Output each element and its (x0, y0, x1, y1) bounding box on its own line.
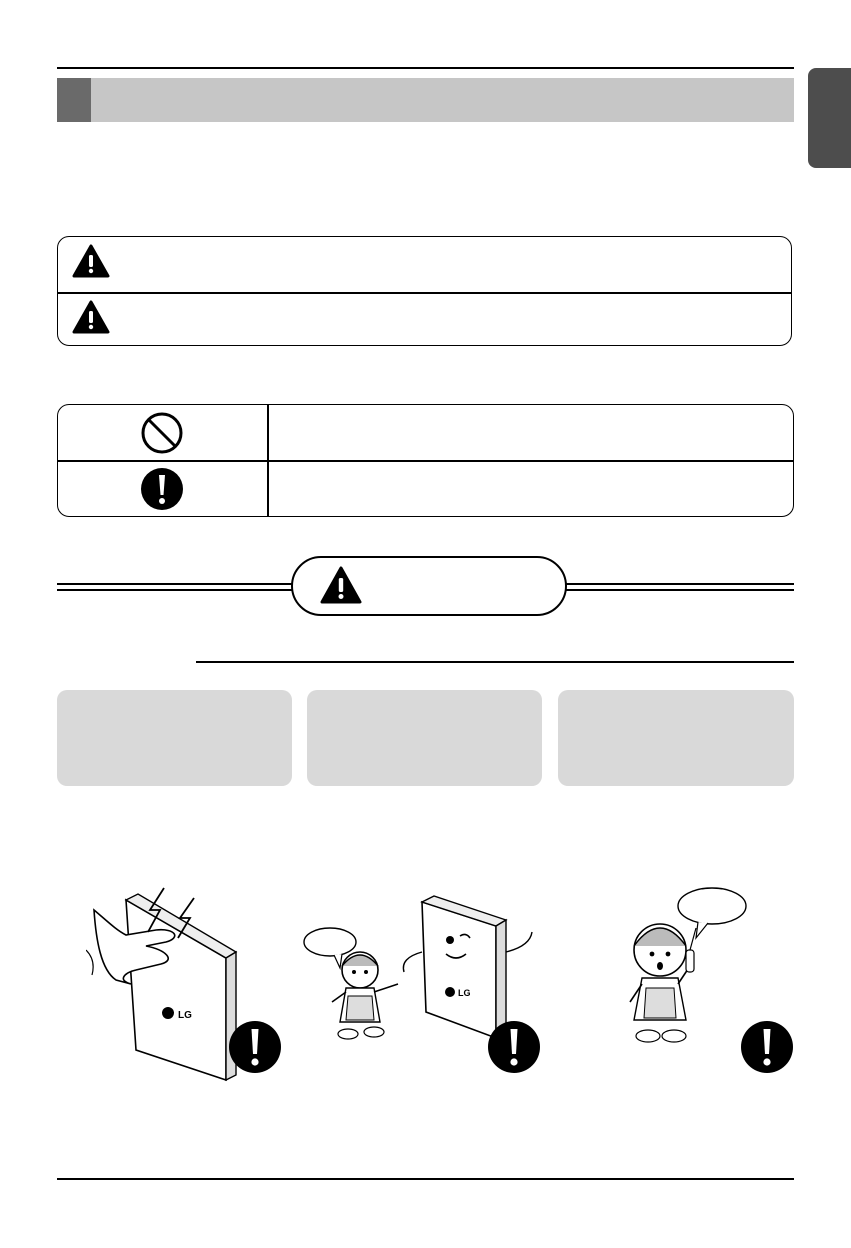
top-rule (57, 67, 794, 69)
warning-triangle-icon (72, 244, 110, 278)
prohibited-circle-icon (139, 410, 185, 456)
section-header-bar (57, 78, 794, 122)
signal-word-table (57, 236, 792, 346)
mandatory-exclamation-icon (487, 1020, 541, 1074)
caution-triangle-icon (72, 300, 110, 334)
banner-line-right-top (565, 583, 794, 585)
info-box-2 (307, 690, 542, 786)
hand-on-device-illustration (86, 880, 246, 1090)
section-header-marker (57, 78, 91, 122)
mandatory-exclamation-icon (139, 466, 185, 512)
symbol-legend-column-divider (267, 404, 269, 517)
section-subtitle-rule (196, 661, 794, 663)
bottom-rule (57, 1178, 794, 1180)
girl-with-tool-illustration (620, 880, 750, 1050)
banner-line-right-bottom (565, 589, 794, 591)
signal-word-divider (57, 292, 792, 294)
symbol-legend-row-divider (57, 460, 794, 462)
warning-triangle-icon (319, 565, 363, 605)
info-box-1 (57, 690, 292, 786)
svg-text:LG: LG (458, 988, 471, 998)
svg-text:LG: LG (178, 1010, 192, 1021)
banner-line-left-bottom (57, 589, 293, 591)
mandatory-exclamation-icon (740, 1020, 794, 1074)
mandatory-exclamation-icon (228, 1020, 282, 1074)
banner-line-left-top (57, 583, 293, 585)
info-box-3 (558, 690, 794, 786)
language-side-tab (808, 68, 851, 168)
